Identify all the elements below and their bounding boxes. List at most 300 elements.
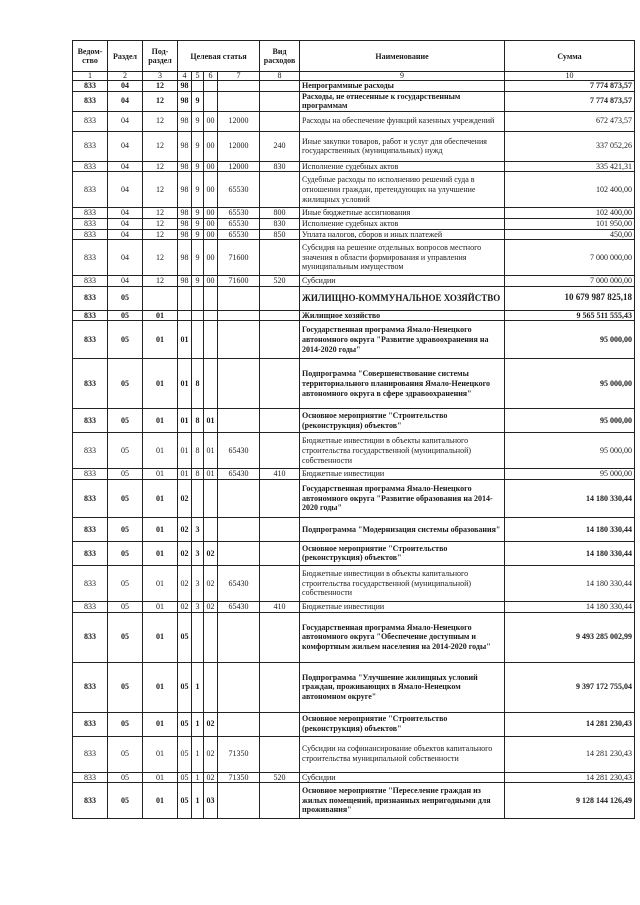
podrazdel-cell: 12 bbox=[143, 91, 178, 111]
target-program-cell: 01 bbox=[178, 409, 192, 433]
vedomstvo-cell: 833 bbox=[73, 321, 108, 359]
razdel-cell: 05 bbox=[108, 469, 143, 480]
vedomstvo-cell: 833 bbox=[73, 359, 108, 409]
target-program-cell: 02 bbox=[178, 565, 192, 601]
razdel-cell: 04 bbox=[108, 229, 143, 240]
amount-cell: 14 180 330,44 bbox=[505, 601, 635, 612]
podrazdel-cell: 12 bbox=[143, 111, 178, 131]
target-direction-cell: 71350 bbox=[218, 736, 260, 772]
target-direction-cell: 71600 bbox=[218, 276, 260, 287]
target-event-cell: 00 bbox=[204, 218, 218, 229]
vedomstvo-cell: 833 bbox=[73, 310, 108, 321]
target-direction-cell bbox=[218, 612, 260, 662]
target-program-cell: 05 bbox=[178, 736, 192, 772]
amount-cell: 7 000 000,00 bbox=[505, 240, 635, 276]
table-row bbox=[73, 662, 635, 712]
header-razdel: Раздел bbox=[108, 41, 143, 72]
table-row bbox=[73, 161, 635, 172]
table-row bbox=[73, 286, 635, 310]
vedomstvo-cell: 833 bbox=[73, 409, 108, 433]
target-subprogram-cell: 8 bbox=[192, 469, 204, 480]
vedomstvo-cell: 833 bbox=[73, 517, 108, 541]
name-cell: Основное мероприятие "Строительство (реконструкция) объектов" bbox=[300, 541, 505, 565]
target-subprogram-cell: 9 bbox=[192, 91, 204, 111]
razdel-cell: 04 bbox=[108, 81, 143, 92]
name-cell: Бюджетные инвестиции bbox=[300, 601, 505, 612]
table-row bbox=[73, 111, 635, 131]
expense-type-cell bbox=[260, 541, 300, 565]
expense-type-cell bbox=[260, 565, 300, 601]
amount-cell: 14 281 230,43 bbox=[505, 772, 635, 783]
razdel-cell: 05 bbox=[108, 286, 143, 310]
amount-cell: 7 774 873,57 bbox=[505, 91, 635, 111]
target-program-cell: 98 bbox=[178, 276, 192, 287]
column-number: 4 bbox=[178, 72, 192, 81]
table-row bbox=[73, 433, 635, 469]
target-event-cell: 00 bbox=[204, 208, 218, 219]
razdel-cell: 05 bbox=[108, 310, 143, 321]
target-subprogram-cell: 9 bbox=[192, 172, 204, 208]
target-subprogram-cell: 9 bbox=[192, 276, 204, 287]
razdel-cell: 05 bbox=[108, 541, 143, 565]
target-direction-cell: 65530 bbox=[218, 208, 260, 219]
target-event-cell bbox=[204, 91, 218, 111]
target-event-cell: 02 bbox=[204, 772, 218, 783]
target-direction-cell bbox=[218, 91, 260, 111]
vedomstvo-cell: 833 bbox=[73, 772, 108, 783]
target-event-cell: 00 bbox=[204, 172, 218, 208]
target-event-cell bbox=[204, 321, 218, 359]
name-cell: Основное мероприятие "Переселение граждан из жилых помещений, признанных непригодными для проживания" bbox=[300, 783, 505, 819]
vedomstvo-cell: 833 bbox=[73, 712, 108, 736]
name-cell: Судебные расходы по исполнению решений суда в отношении граждан, претендующих на улучшение жилищных условий bbox=[300, 172, 505, 208]
amount-cell: 450,00 bbox=[505, 229, 635, 240]
expense-type-cell bbox=[260, 712, 300, 736]
target-subprogram-cell: 1 bbox=[192, 712, 204, 736]
podrazdel-cell: 12 bbox=[143, 161, 178, 172]
amount-cell: 9 565 511 555,43 bbox=[505, 310, 635, 321]
expense-type-cell: 830 bbox=[260, 218, 300, 229]
target-subprogram-cell: 9 bbox=[192, 240, 204, 276]
table-row bbox=[73, 772, 635, 783]
name-cell: Уплата налогов, сборов и иных платежей bbox=[300, 229, 505, 240]
podrazdel-cell: 01 bbox=[143, 783, 178, 819]
table-row bbox=[73, 131, 635, 161]
target-event-cell bbox=[204, 517, 218, 541]
target-event-cell: 01 bbox=[204, 409, 218, 433]
target-event-cell: 01 bbox=[204, 433, 218, 469]
name-cell: Подпрограмма "Совершенствование системы территориального планирования Ямало-Ненецкого автономного округа в сфере здравоохранения" bbox=[300, 359, 505, 409]
target-direction-cell: 65530 bbox=[218, 172, 260, 208]
target-direction-cell: 71350 bbox=[218, 772, 260, 783]
podrazdel-cell: 12 bbox=[143, 229, 178, 240]
target-program-cell: 98 bbox=[178, 208, 192, 219]
column-number: 3 bbox=[143, 72, 178, 81]
target-program-cell: 01 bbox=[178, 359, 192, 409]
razdel-cell: 04 bbox=[108, 91, 143, 111]
amount-cell: 95 000,00 bbox=[505, 469, 635, 480]
target-direction-cell bbox=[218, 517, 260, 541]
expense-type-cell bbox=[260, 240, 300, 276]
vedomstvo-cell: 833 bbox=[73, 81, 108, 92]
target-event-cell: 00 bbox=[204, 276, 218, 287]
target-program-cell: 01 bbox=[178, 469, 192, 480]
target-program-cell: 98 bbox=[178, 240, 192, 276]
table-row bbox=[73, 276, 635, 287]
target-event-cell: 00 bbox=[204, 161, 218, 172]
header-row bbox=[73, 41, 635, 72]
target-direction-cell: 65430 bbox=[218, 601, 260, 612]
target-subprogram-cell: 9 bbox=[192, 161, 204, 172]
target-event-cell: 00 bbox=[204, 240, 218, 276]
amount-cell: 9 397 172 755,04 bbox=[505, 662, 635, 712]
table-row bbox=[73, 91, 635, 111]
expense-type-cell: 410 bbox=[260, 469, 300, 480]
target-program-cell: 98 bbox=[178, 91, 192, 111]
razdel-cell: 04 bbox=[108, 131, 143, 161]
name-cell: Основное мероприятие "Строительство (реконструкция) объектов" bbox=[300, 712, 505, 736]
amount-cell: 14 281 230,43 bbox=[505, 712, 635, 736]
name-cell: Бюджетные инвестиции в объекты капитального строительства государственной (муниципальной) собственности bbox=[300, 565, 505, 601]
target-program-cell: 02 bbox=[178, 479, 192, 517]
razdel-cell: 05 bbox=[108, 565, 143, 601]
name-cell: Расходы, не отнесенные к государственным программам bbox=[300, 91, 505, 111]
column-number: 1 bbox=[73, 72, 108, 81]
target-program-cell: 98 bbox=[178, 172, 192, 208]
target-direction-cell: 71600 bbox=[218, 240, 260, 276]
target-subprogram-cell: 8 bbox=[192, 359, 204, 409]
podrazdel-cell: 01 bbox=[143, 612, 178, 662]
expense-type-cell bbox=[260, 172, 300, 208]
table-row bbox=[73, 565, 635, 601]
amount-cell: 14 180 330,44 bbox=[505, 541, 635, 565]
vedomstvo-cell: 833 bbox=[73, 161, 108, 172]
target-direction-cell: 65430 bbox=[218, 565, 260, 601]
target-direction-cell bbox=[218, 662, 260, 712]
table-row bbox=[73, 469, 635, 480]
table-row bbox=[73, 240, 635, 276]
vedomstvo-cell: 833 bbox=[73, 131, 108, 161]
target-program-cell: 98 bbox=[178, 218, 192, 229]
amount-cell: 10 679 987 825,18 bbox=[505, 286, 635, 310]
amount-cell: 102 400,00 bbox=[505, 172, 635, 208]
podrazdel-cell: 01 bbox=[143, 662, 178, 712]
amount-cell: 101 950,00 bbox=[505, 218, 635, 229]
vedomstvo-cell: 833 bbox=[73, 229, 108, 240]
target-program-cell: 05 bbox=[178, 783, 192, 819]
target-direction-cell bbox=[218, 783, 260, 819]
name-cell: Исполнение судебных актов bbox=[300, 161, 505, 172]
podrazdel-cell: 12 bbox=[143, 81, 178, 92]
name-cell: Основное мероприятие "Строительство (реконструкция) объектов" bbox=[300, 409, 505, 433]
razdel-cell: 05 bbox=[108, 736, 143, 772]
table-row bbox=[73, 612, 635, 662]
target-event-cell: 01 bbox=[204, 469, 218, 480]
expense-type-cell bbox=[260, 359, 300, 409]
amount-cell: 7 774 873,57 bbox=[505, 81, 635, 92]
column-number: 7 bbox=[218, 72, 260, 81]
podrazdel-cell: 01 bbox=[143, 712, 178, 736]
target-event-cell: 00 bbox=[204, 111, 218, 131]
target-direction-cell: 12000 bbox=[218, 131, 260, 161]
expense-type-cell bbox=[260, 479, 300, 517]
name-cell: Бюджетные инвестиции в объекты капитального строительства государственной (муниципальной) собственности bbox=[300, 433, 505, 469]
target-program-cell: 02 bbox=[178, 517, 192, 541]
podrazdel-cell: 01 bbox=[143, 479, 178, 517]
target-subprogram-cell: 1 bbox=[192, 772, 204, 783]
razdel-cell: 04 bbox=[108, 218, 143, 229]
target-direction-cell bbox=[218, 286, 260, 310]
name-cell: Подпрограмма "Улучшение жилищных условий граждан, проживающих в Ямало-Ненецком автономном округе" bbox=[300, 662, 505, 712]
expense-type-cell bbox=[260, 409, 300, 433]
razdel-cell: 04 bbox=[108, 111, 143, 131]
column-number: 9 bbox=[300, 72, 505, 81]
target-direction-cell bbox=[218, 321, 260, 359]
vedomstvo-cell: 833 bbox=[73, 91, 108, 111]
razdel-cell: 04 bbox=[108, 172, 143, 208]
razdel-cell: 05 bbox=[108, 517, 143, 541]
expense-type-cell bbox=[260, 321, 300, 359]
vedomstvo-cell: 833 bbox=[73, 601, 108, 612]
vedomstvo-cell: 833 bbox=[73, 208, 108, 219]
expense-type-cell bbox=[260, 662, 300, 712]
podrazdel-cell: 12 bbox=[143, 208, 178, 219]
target-program-cell: 01 bbox=[178, 433, 192, 469]
target-event-cell: 02 bbox=[204, 712, 218, 736]
target-program-cell: 02 bbox=[178, 541, 192, 565]
target-event-cell: 02 bbox=[204, 565, 218, 601]
vedomstvo-cell: 833 bbox=[73, 479, 108, 517]
target-subprogram-cell: 9 bbox=[192, 229, 204, 240]
amount-cell: 337 052,26 bbox=[505, 131, 635, 161]
target-subprogram-cell bbox=[192, 479, 204, 517]
amount-cell: 14 180 330,44 bbox=[505, 565, 635, 601]
target-subprogram-cell: 9 bbox=[192, 111, 204, 131]
target-event-cell: 03 bbox=[204, 783, 218, 819]
target-subprogram-cell: 8 bbox=[192, 409, 204, 433]
podrazdel-cell: 01 bbox=[143, 565, 178, 601]
header-podrazdel: Под- раздел bbox=[143, 41, 178, 72]
table-row bbox=[73, 229, 635, 240]
expense-type-cell: 410 bbox=[260, 601, 300, 612]
target-event-cell bbox=[204, 359, 218, 409]
name-cell: ЖИЛИЩНО-КОММУНАЛЬНОЕ ХОЗЯЙСТВО bbox=[300, 286, 505, 310]
target-subprogram-cell: 1 bbox=[192, 662, 204, 712]
target-program-cell bbox=[178, 286, 192, 310]
razdel-cell: 05 bbox=[108, 662, 143, 712]
expense-type-cell bbox=[260, 286, 300, 310]
podrazdel-cell: 01 bbox=[143, 310, 178, 321]
name-cell: Бюджетные инвестиции bbox=[300, 469, 505, 480]
table-body bbox=[73, 81, 635, 819]
target-program-cell: 98 bbox=[178, 229, 192, 240]
name-cell: Иные закупки товаров, работ и услуг для обеспечения государственных (муниципальных) нужд bbox=[300, 131, 505, 161]
target-event-cell: 02 bbox=[204, 541, 218, 565]
target-subprogram-cell: 1 bbox=[192, 783, 204, 819]
target-subprogram-cell: 3 bbox=[192, 541, 204, 565]
name-cell: Субсидии на софинансирование объектов капитального строительства муниципальной собственности bbox=[300, 736, 505, 772]
expense-type-cell: 800 bbox=[260, 208, 300, 219]
budget-table bbox=[72, 40, 635, 819]
amount-cell: 95 000,00 bbox=[505, 321, 635, 359]
column-number: 10 bbox=[505, 72, 635, 81]
target-direction-cell: 65430 bbox=[218, 433, 260, 469]
name-cell: Исполнение судебных актов bbox=[300, 218, 505, 229]
podrazdel-cell: 12 bbox=[143, 276, 178, 287]
podrazdel-cell: 01 bbox=[143, 736, 178, 772]
table-row bbox=[73, 601, 635, 612]
expense-type-cell bbox=[260, 517, 300, 541]
amount-cell: 95 000,00 bbox=[505, 409, 635, 433]
vedomstvo-cell: 833 bbox=[73, 286, 108, 310]
target-direction-cell: 65530 bbox=[218, 229, 260, 240]
expense-type-cell: 520 bbox=[260, 276, 300, 287]
header-summa: Сумма bbox=[505, 41, 635, 72]
razdel-cell: 05 bbox=[108, 712, 143, 736]
target-program-cell: 98 bbox=[178, 161, 192, 172]
razdel-cell: 05 bbox=[108, 359, 143, 409]
target-direction-cell: 65530 bbox=[218, 218, 260, 229]
target-subprogram-cell: 3 bbox=[192, 517, 204, 541]
razdel-cell: 04 bbox=[108, 276, 143, 287]
podrazdel-cell: 01 bbox=[143, 359, 178, 409]
target-subprogram-cell bbox=[192, 612, 204, 662]
expense-type-cell bbox=[260, 783, 300, 819]
podrazdel-cell: 01 bbox=[143, 321, 178, 359]
target-subprogram-cell: 8 bbox=[192, 433, 204, 469]
target-subprogram-cell: 9 bbox=[192, 131, 204, 161]
target-subprogram-cell bbox=[192, 286, 204, 310]
amount-cell: 14 180 330,44 bbox=[505, 479, 635, 517]
table-row bbox=[73, 712, 635, 736]
razdel-cell: 05 bbox=[108, 433, 143, 469]
razdel-cell: 05 bbox=[108, 409, 143, 433]
column-number: 2 bbox=[108, 72, 143, 81]
vedomstvo-cell: 833 bbox=[73, 276, 108, 287]
target-event-cell bbox=[204, 81, 218, 92]
target-program-cell: 05 bbox=[178, 662, 192, 712]
target-subprogram-cell: 9 bbox=[192, 218, 204, 229]
target-program-cell: 05 bbox=[178, 612, 192, 662]
header-naimenovanie: Наименование bbox=[300, 41, 505, 72]
target-program-cell: 98 bbox=[178, 131, 192, 161]
target-subprogram-cell: 1 bbox=[192, 736, 204, 772]
podrazdel-cell: 12 bbox=[143, 172, 178, 208]
amount-cell: 95 000,00 bbox=[505, 433, 635, 469]
amount-cell: 102 400,00 bbox=[505, 208, 635, 219]
expense-type-cell bbox=[260, 91, 300, 111]
name-cell: Государственная программа Ямало-Ненецкого автономного округа "Обеспечение доступным и комфортным жильем населения на 2014-2020 годы" bbox=[300, 612, 505, 662]
expense-type-cell: 240 bbox=[260, 131, 300, 161]
expense-type-cell bbox=[260, 736, 300, 772]
target-program-cell bbox=[178, 310, 192, 321]
target-direction-cell bbox=[218, 479, 260, 517]
target-direction-cell: 65430 bbox=[218, 469, 260, 480]
vedomstvo-cell: 833 bbox=[73, 736, 108, 772]
razdel-cell: 04 bbox=[108, 240, 143, 276]
podrazdel-cell: 12 bbox=[143, 240, 178, 276]
table-row bbox=[73, 409, 635, 433]
podrazdel-cell: 01 bbox=[143, 772, 178, 783]
expense-type-cell bbox=[260, 111, 300, 131]
name-cell: Субсидии bbox=[300, 772, 505, 783]
document-sheet bbox=[72, 40, 635, 819]
amount-cell: 335 421,31 bbox=[505, 161, 635, 172]
target-direction-cell: 12000 bbox=[218, 161, 260, 172]
expense-type-cell bbox=[260, 612, 300, 662]
expense-type-cell bbox=[260, 433, 300, 469]
razdel-cell: 05 bbox=[108, 479, 143, 517]
expense-type-cell: 830 bbox=[260, 161, 300, 172]
amount-cell: 9 128 144 126,49 bbox=[505, 783, 635, 819]
name-cell: Субсидия на решение отдельных вопросов местного значения в области формирования и управления муниципальным имуществом bbox=[300, 240, 505, 276]
podrazdel-cell: 01 bbox=[143, 469, 178, 480]
expense-type-cell bbox=[260, 310, 300, 321]
razdel-cell: 04 bbox=[108, 208, 143, 219]
vedomstvo-cell: 833 bbox=[73, 565, 108, 601]
target-event-cell bbox=[204, 612, 218, 662]
razdel-cell: 05 bbox=[108, 783, 143, 819]
razdel-cell: 05 bbox=[108, 772, 143, 783]
vedomstvo-cell: 833 bbox=[73, 612, 108, 662]
name-cell: Государственная программа Ямало-Ненецкого автономного округа "Развитие образования на 2014-2020 годы" bbox=[300, 479, 505, 517]
vedomstvo-cell: 833 bbox=[73, 218, 108, 229]
target-direction-cell bbox=[218, 359, 260, 409]
razdel-cell: 05 bbox=[108, 601, 143, 612]
target-subprogram-cell: 3 bbox=[192, 565, 204, 601]
name-cell: Непрограммные расходы bbox=[300, 81, 505, 92]
podrazdel-cell: 12 bbox=[143, 218, 178, 229]
podrazdel-cell: 01 bbox=[143, 601, 178, 612]
target-event-cell bbox=[204, 662, 218, 712]
target-event-cell bbox=[204, 479, 218, 517]
razdel-cell: 05 bbox=[108, 612, 143, 662]
header-celevaya-statya: Целевая статья bbox=[178, 41, 260, 72]
header-vedomstvo: Ведом- ство bbox=[73, 41, 108, 72]
vedomstvo-cell: 833 bbox=[73, 240, 108, 276]
target-direction-cell: 12000 bbox=[218, 111, 260, 131]
name-cell: Расходы на обеспечение функций казенных учреждений bbox=[300, 111, 505, 131]
target-event-cell: 02 bbox=[204, 736, 218, 772]
amount-cell: 672 473,57 bbox=[505, 111, 635, 131]
target-program-cell: 02 bbox=[178, 601, 192, 612]
amount-cell: 9 493 285 002,99 bbox=[505, 612, 635, 662]
name-cell: Государственная программа Ямало-Ненецкого автономного округа "Развитие здравоохранения на 2014-2020 годы" bbox=[300, 321, 505, 359]
target-event-cell bbox=[204, 310, 218, 321]
podrazdel-cell: 01 bbox=[143, 517, 178, 541]
target-direction-cell bbox=[218, 409, 260, 433]
table-row bbox=[73, 541, 635, 565]
target-subprogram-cell: 3 bbox=[192, 601, 204, 612]
target-subprogram-cell bbox=[192, 321, 204, 359]
target-program-cell: 98 bbox=[178, 111, 192, 131]
table-row bbox=[73, 218, 635, 229]
podrazdel-cell: 01 bbox=[143, 433, 178, 469]
amount-cell: 14 180 330,44 bbox=[505, 517, 635, 541]
table-row bbox=[73, 81, 635, 92]
razdel-cell: 05 bbox=[108, 321, 143, 359]
table-row bbox=[73, 479, 635, 517]
target-direction-cell bbox=[218, 541, 260, 565]
column-number: 8 bbox=[260, 72, 300, 81]
amount-cell: 14 281 230,43 bbox=[505, 736, 635, 772]
target-subprogram-cell: 9 bbox=[192, 208, 204, 219]
target-program-cell: 05 bbox=[178, 712, 192, 736]
razdel-cell: 04 bbox=[108, 161, 143, 172]
podrazdel-cell: 12 bbox=[143, 131, 178, 161]
target-program-cell: 01 bbox=[178, 321, 192, 359]
expense-type-cell: 520 bbox=[260, 772, 300, 783]
